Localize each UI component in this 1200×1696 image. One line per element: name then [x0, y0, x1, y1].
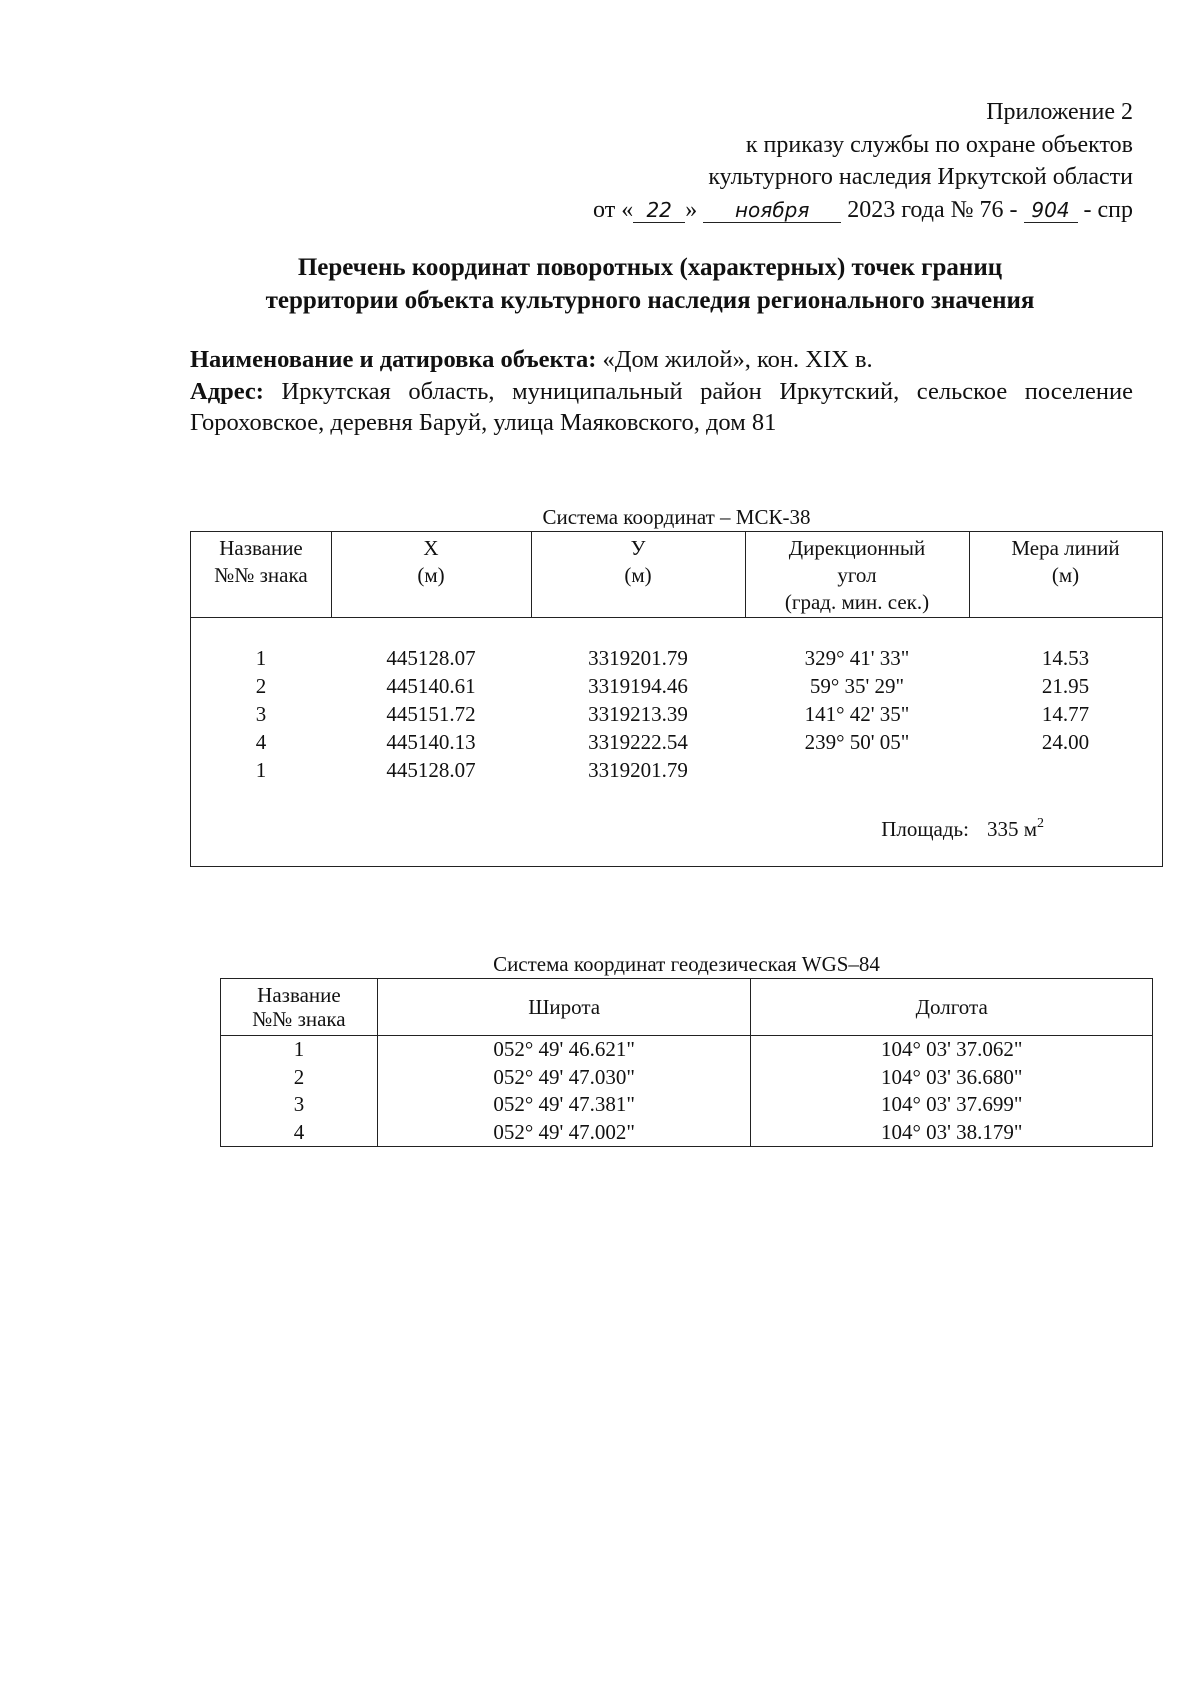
msk-col-angle [745, 644, 969, 756]
msk-table-header [191, 532, 1162, 618]
object-address [190, 376, 1133, 439]
area-exponent: 2 [1037, 816, 1044, 831]
area-value: 335 м [986, 817, 1037, 841]
msk-angle-cell: 59° 35' 29" [809, 674, 905, 698]
wgs-point-cell: 4 [221, 1119, 378, 1147]
object-address-value: Иркутская область, муниципальный район Иркутский, сельское поселение Гороховское, деревня Баруй, улица Маяковского, дом 81 [190, 377, 1133, 436]
msk-x-cell: 445128.07 [386, 646, 476, 670]
msk-x-cell: 445128.07 [386, 758, 476, 782]
title-line1: Перечень координат поворотных (характерных) точек границ [297, 254, 1003, 281]
wgs-header-latitude: Широта [377, 979, 751, 1036]
object-name-value: «Дом жилой», кон. XIX в. [602, 346, 873, 373]
msk-y-cell: 3319201.79 [588, 646, 688, 670]
object-address-label: Адрес: [190, 377, 264, 405]
msk-y-cell: 3319222.54 [588, 730, 688, 754]
msk-header-y: У (м) [624, 536, 652, 587]
msk-point-cell: 1 [255, 646, 267, 670]
object-name-label: Наименование и датировка объекта: [190, 346, 597, 373]
appendix-header [593, 96, 1133, 226]
msk-y-cell: 3319213.39 [588, 702, 688, 726]
wgs-latitude-cell: 052° 49' 47.030" [377, 1064, 751, 1092]
msk-point-cell: 3 [255, 702, 267, 726]
wgs-header-point: Название №№ знака [221, 979, 378, 1036]
msk-angle-cell: 141° 42' 35" [804, 702, 910, 726]
wgs-header-longitude: Долгота [751, 979, 1153, 1036]
area-summary [881, 815, 1044, 843]
wgs-table-header [221, 979, 1153, 1036]
msk-table-caption: Система координат – МСК-38 [542, 505, 811, 529]
date-prefix: от « [593, 196, 634, 223]
msk-angle-cell: 239° 50' 05" [804, 730, 910, 754]
wgs-longitude-cell: 104° 03' 36.680" [751, 1064, 1153, 1092]
wgs-latitude-cell: 052° 49' 47.002" [377, 1119, 751, 1147]
object-name [190, 344, 1133, 376]
table-row [221, 1119, 1153, 1147]
order-suffix: - спр [1083, 196, 1133, 223]
msk-col-y [531, 644, 745, 784]
msk-y-cell: 3319201.79 [588, 758, 688, 782]
msk-x-cell: 445140.13 [386, 730, 476, 754]
msk-col-x [331, 644, 531, 784]
wgs-table-caption: Система координат геодезическая WGS–84 [493, 952, 880, 976]
wgs-coordinates-table [220, 978, 1153, 1147]
object-info [190, 344, 1133, 439]
wgs-latitude-cell: 052° 49' 46.621" [377, 1036, 751, 1064]
date-day-handwritten: 22 [633, 198, 685, 223]
msk-coordinates-table [190, 531, 1163, 867]
table-row [221, 1064, 1153, 1092]
msk-header-point: Название №№ знака [214, 536, 308, 587]
table-row [221, 1036, 1153, 1064]
order-date-line [593, 194, 1133, 227]
title-line2: территории объекта культурного наследия регионального значения [265, 287, 1035, 314]
msk-header-x: X (м) [417, 536, 445, 587]
date-month-handwritten: ноября [703, 198, 841, 223]
msk-length-cell: 21.95 [1041, 674, 1090, 698]
date-close-quote: » [685, 196, 698, 223]
msk-length-cell: 24.00 [1041, 730, 1090, 754]
msk-length-cell: 14.53 [1041, 646, 1090, 670]
area-label: Площадь: [881, 817, 969, 841]
msk-header-length: Мера линий (м) [1011, 536, 1120, 587]
wgs-point-cell: 2 [221, 1064, 378, 1092]
msk-col-length [969, 644, 1162, 756]
msk-point-cell: 1 [255, 758, 267, 782]
msk-col-point [191, 644, 331, 784]
wgs-longitude-cell: 104° 03' 37.699" [751, 1091, 1153, 1119]
table-row [221, 1091, 1153, 1119]
wgs-point-cell: 1 [221, 1036, 378, 1064]
msk-angle-cell: 329° 41' 33" [804, 646, 910, 670]
wgs-longitude-cell: 104° 03' 38.179" [751, 1119, 1153, 1147]
msk-header-angle: Дирекционный угол (град. мин. сек.) [784, 536, 930, 614]
document-title [150, 251, 1150, 317]
wgs-latitude-cell: 052° 49' 47.381" [377, 1091, 751, 1119]
msk-x-cell: 445140.61 [386, 674, 476, 698]
appendix-number: Приложение 2 [986, 99, 1133, 125]
order-reference-line1: к приказу службы по охране объектов [745, 131, 1133, 158]
msk-x-cell: 445151.72 [386, 702, 476, 726]
order-number-handwritten: 904 [1024, 198, 1078, 223]
wgs-point-cell: 3 [221, 1091, 378, 1119]
msk-point-cell: 4 [255, 730, 267, 754]
order-reference-line2: культурного наследия Иркутской области [708, 164, 1133, 190]
msk-length-cell: 14.77 [1041, 702, 1090, 726]
wgs-longitude-cell: 104° 03' 37.062" [751, 1036, 1153, 1064]
msk-y-cell: 3319194.46 [588, 674, 688, 698]
date-year: 2023 года № 76 - [847, 196, 1018, 223]
msk-point-cell: 2 [255, 674, 267, 698]
